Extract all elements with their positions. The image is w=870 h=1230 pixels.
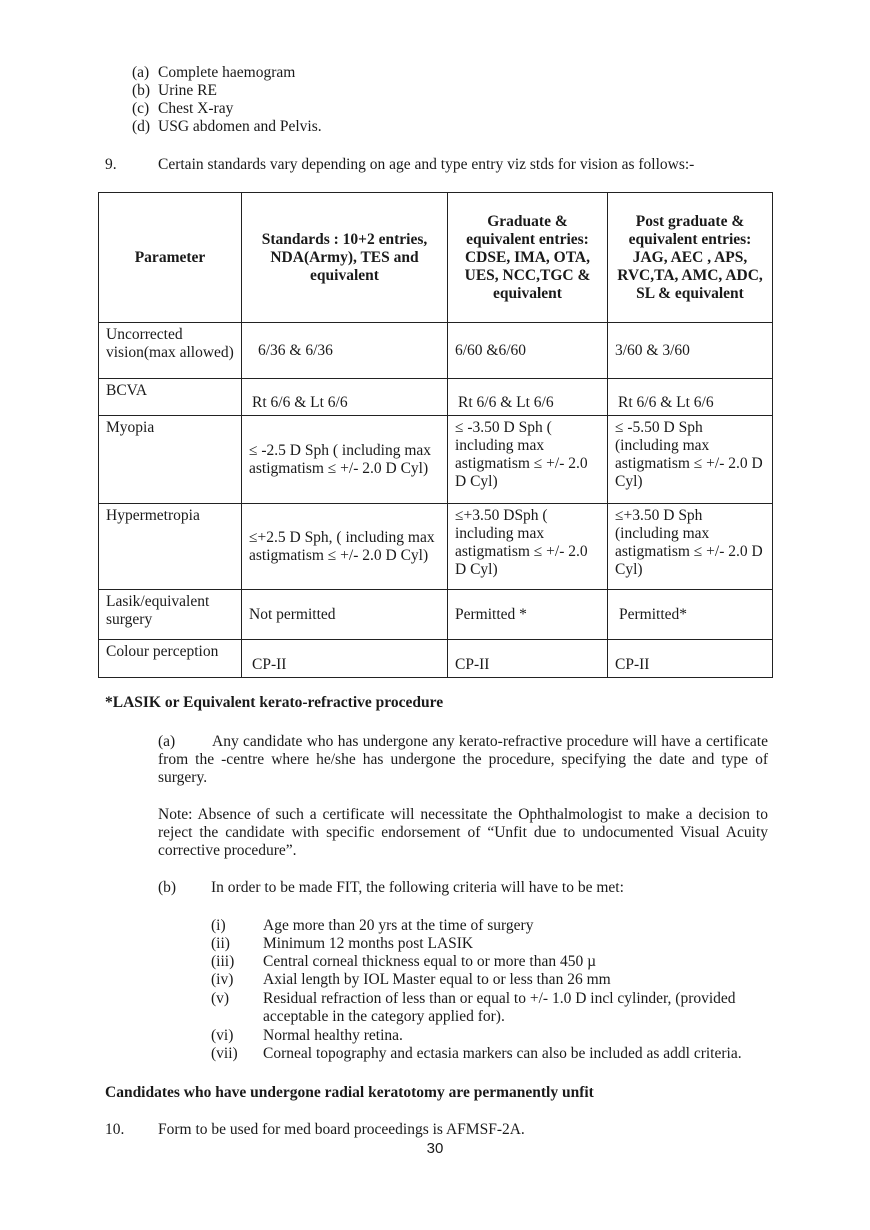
para-marker: (a) <box>158 733 176 750</box>
table-cell: ≤ -3.50 D Sph ( including max astigmatism ≤ +/- 2.0 D Cyl) <box>448 416 608 504</box>
list-item: Minimum 12 months post LASIK <box>263 935 474 952</box>
table-row <box>99 504 773 590</box>
table-header-cell: Parameter <box>99 193 242 323</box>
list-marker: (iv) <box>211 971 234 988</box>
list-item: Urine RE <box>158 82 217 99</box>
list-item: Axial length by IOL Master equal to or less than 26 mm <box>263 971 611 988</box>
list-item: Complete haemogram <box>158 64 296 81</box>
table-cell: CP-II <box>448 640 608 678</box>
para-a-text: Any candidate who has undergone any kerato-refractive procedure will have a certificate from the -centre where he/she has undergone the procedure, specifying the date and type of surgery. <box>158 733 768 786</box>
table-cell-parameter: Colour perception <box>99 640 242 678</box>
table-cell: Rt 6/6 & Lt 6/6 <box>448 379 608 416</box>
list-marker: (vii) <box>211 1045 238 1062</box>
table-row <box>99 640 773 678</box>
table-cell: ≤ -2.5 D Sph ( including max astigmatism ≤ +/- 2.0 D Cyl) <box>242 416 448 504</box>
list-item: Residual refraction of less than or equal to +/- 1.0 D incl cylinder, (provided acceptable in the category applied for). <box>263 990 736 1025</box>
table-cell: 6/36 & 6/36 <box>242 323 448 379</box>
table-cell-parameter: BCVA <box>99 379 242 416</box>
table-cell: Permitted* <box>608 590 773 640</box>
table-row <box>99 323 773 379</box>
table-header-cell: Post graduate & equivalent entries: JAG, AEC , APS, RVC,TA, AMC, ADC, SL & equivalent <box>608 193 773 323</box>
table-cell: Rt 6/6 & Lt 6/6 <box>608 379 773 416</box>
list-item: USG abdomen and Pelvis. <box>158 118 322 135</box>
para-text: Certain standards vary depending on age and type entry viz stds for vision as follows:- <box>158 156 695 173</box>
radial-keratotomy-heading: Candidates who have undergone radial keratotomy are permanently unfit <box>105 1084 594 1101</box>
table-cell-parameter: Hypermetropia <box>99 504 242 590</box>
table-cell-parameter: Lasik/equivalent surgery <box>99 590 242 640</box>
list-marker: (i) <box>211 917 226 934</box>
table-cell-parameter: Uncorrected vision(max allowed) <box>99 323 242 379</box>
note-text: Note: Absence of such a certificate will necessitate the Ophthalmologist to make a decision to reject the candidate with specific endorsement of “Unfit due to undocumented Visual Acuity corrective procedure”. <box>158 806 768 859</box>
table-cell: Rt 6/6 & Lt 6/6 <box>242 379 448 416</box>
table-cell: ≤+2.5 D Sph, ( including max astigmatism ≤ +/- 2.0 D Cyl) <box>242 504 448 590</box>
list-marker: (c) <box>132 100 150 117</box>
lasik-heading: *LASIK or Equivalent kerato-refractive procedure <box>105 694 444 711</box>
table-cell: Not permitted <box>242 590 448 640</box>
table-cell: ≤+3.50 DSph ( including max astigmatism ≤ +/- 2.0 D Cyl) <box>448 504 608 590</box>
list-marker: (v) <box>211 990 230 1007</box>
list-marker: (a) <box>132 64 150 81</box>
table-header-row <box>99 193 773 323</box>
table-header-cell: Standards : 10+2 entries, NDA(Army), TES and equivalent <box>242 193 448 323</box>
list-item: Chest X-ray <box>158 100 234 117</box>
para-marker: (b) <box>158 879 177 896</box>
list-marker: (d) <box>132 118 151 135</box>
table-cell: 3/60 & 3/60 <box>608 323 773 379</box>
para-number: 10. <box>105 1121 125 1138</box>
list-marker: (ii) <box>211 935 230 952</box>
list-item: Normal healthy retina. <box>263 1027 403 1044</box>
list-marker: (b) <box>132 82 151 99</box>
table-header-cell: Graduate & equivalent entries: CDSE, IMA, OTA, UES, NCC,TGC & equivalent <box>448 193 608 323</box>
table-row <box>99 590 773 640</box>
para-text: Form to be used for med board proceedings is AFMSF-2A. <box>158 1121 525 1138</box>
table-cell: ≤+3.50 D Sph (including max astigmatism ≤ +/- 2.0 D Cyl) <box>608 504 773 590</box>
table-row <box>99 416 773 504</box>
list-item: Age more than 20 yrs at the time of surgery <box>263 917 534 934</box>
table-cell: 6/60 &6/60 <box>448 323 608 379</box>
list-marker: (vi) <box>211 1027 234 1044</box>
table-cell: CP-II <box>608 640 773 678</box>
table-row <box>99 379 773 416</box>
page-number: 30 <box>426 1140 444 1157</box>
list-item: Corneal topography and ectasia markers can also be included as addl criteria. <box>263 1045 742 1062</box>
table-cell: CP-II <box>242 640 448 678</box>
table-cell: Permitted * <box>448 590 608 640</box>
table-cell-parameter: Myopia <box>99 416 242 504</box>
vision-standards-table <box>98 192 773 678</box>
list-item: Central corneal thickness equal to or more than 450 µ <box>263 953 597 970</box>
para-number: 9. <box>105 156 117 173</box>
table-cell: ≤ -5.50 D Sph (including max astigmatism ≤ +/- 2.0 D Cyl) <box>608 416 773 504</box>
list-marker: (iii) <box>211 953 235 970</box>
para-b-text: In order to be made FIT, the following criteria will have to be met: <box>211 879 624 896</box>
